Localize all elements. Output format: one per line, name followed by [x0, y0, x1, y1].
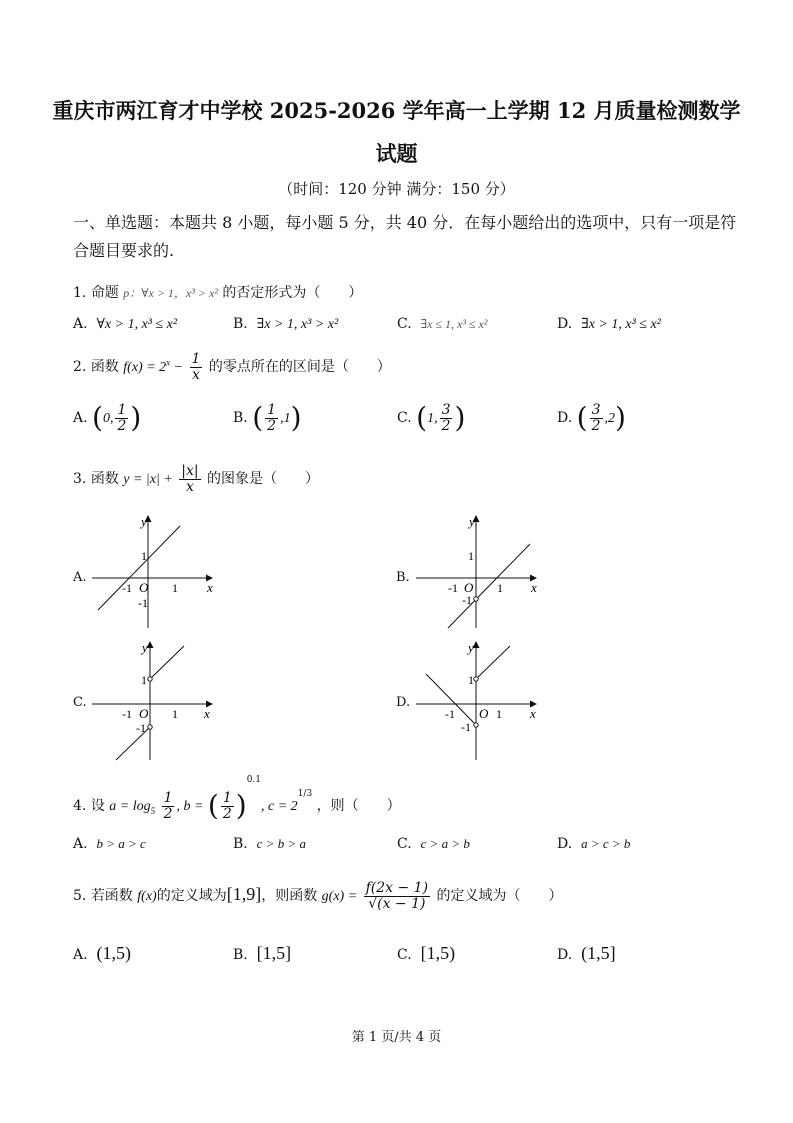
question-5-stem: 5. 若函数 f(x)的定义域为[1,9]，则函数 g(x) = $\frac{f(2x - 1)}{√(x - 1)}$ 的定义域为（ ）: [73, 880, 563, 912]
graph-b-label[interactable]: B.: [396, 570, 410, 585]
q5-option-c[interactable]: C. [1,5): [397, 943, 456, 963]
document-title-line2: 试题: [375, 141, 418, 166]
svg-text:x: x: [530, 706, 536, 721]
q5-option-a[interactable]: A. (1,5): [73, 943, 131, 963]
question-1-stem: [73, 282, 362, 302]
svg-text:y: y: [142, 640, 148, 655]
graph-c[interactable]: [88, 636, 220, 762]
q4-option-b[interactable]: B. c > b > a: [233, 836, 306, 852]
question-3-stem: 3. 函数 y = |x| + $\frac{|x|}{x}$ 的图象是（ ）: [73, 463, 320, 495]
graph-b[interactable]: [412, 510, 544, 630]
q2-option-a[interactable]: A. (0, $\frac{1}{2}$ ): [73, 401, 142, 435]
svg-text:y: y: [469, 514, 475, 529]
graph-a-label[interactable]: A.: [73, 570, 87, 585]
exam-meta: （时间：120 分钟 满分：150 分）: [278, 180, 515, 198]
svg-text:1: 1: [468, 549, 474, 563]
q1-option-d[interactable]: D. ∃x > 1, x³ ≤ x²: [557, 316, 661, 332]
page-number: 第 1 页/共 4 页: [351, 1030, 442, 1045]
function-expression: $f(x) = 2^x$ −: [123, 357, 184, 376]
graph-c-label[interactable]: C.: [73, 695, 87, 710]
svg-text:-1: -1: [445, 707, 455, 721]
q4-option-a[interactable]: A. b > a > c: [73, 836, 146, 852]
svg-text:-1: -1: [122, 707, 132, 721]
svg-text:-1: -1: [448, 581, 458, 595]
svg-text:O: O: [139, 706, 149, 721]
svg-text:O: O: [479, 706, 489, 721]
document-title-line1: 重庆市两江育才中学校 2025-2026 学年高一上学期 12 月质量检测数学: [52, 98, 741, 123]
q1-option-b[interactable]: B. ∃x > 1, x³ > x²: [233, 316, 339, 332]
svg-text:1: 1: [497, 581, 503, 595]
question-number: 1.: [73, 285, 87, 301]
svg-text:1: 1: [172, 707, 178, 721]
q1-option-a[interactable]: A. ∀x > 1, x³ ≤ x²: [73, 316, 178, 332]
x-axis-label: x: [207, 580, 213, 595]
svg-text:1: 1: [468, 673, 474, 687]
proposition: p：∀x > 1，x³ > x²: [123, 286, 218, 300]
svg-text:1: 1: [141, 673, 147, 687]
svg-text:x: x: [204, 706, 210, 721]
q2-option-b[interactable]: B. ( $\frac{1}{2}$ ,1): [233, 401, 302, 435]
tick-label: 1: [172, 581, 178, 595]
tick-label: 1: [141, 549, 147, 563]
svg-text:y: y: [468, 640, 474, 655]
q4-option-c[interactable]: C. c > a > b: [397, 836, 470, 852]
graph-d[interactable]: [412, 636, 544, 762]
question-text: 的否定形式为（ ）: [222, 285, 363, 301]
q4-option-d[interactable]: D. a > c > b: [557, 836, 631, 852]
q2-option-d[interactable]: D. ( $\frac{3}{2}$ ,2): [557, 401, 626, 435]
section-instructions-line1: 一、单选题：本题共 8 小题，每小题 5 分，共 40 分．在每小题给出的选项中，只有一项是符: [73, 213, 737, 232]
q1-option-c[interactable]: C. ∃x ≤ 1, x³ ≤ x²: [397, 316, 488, 332]
svg-text:O: O: [464, 580, 474, 595]
svg-text:-1: -1: [462, 593, 472, 607]
graph-d-label[interactable]: D.: [396, 695, 411, 710]
question-4-stem: 4. 设 $a = \log_5$ $\frac{1}{2}$ , b = ( $\frac{1}{2}$ )$^{0.1}$, $c = 2^{1/3}$ ，则（ ）: [73, 775, 401, 822]
svg-text:-1: -1: [136, 721, 146, 735]
q5-option-b[interactable]: B. [1,5]: [233, 943, 292, 963]
tick-label: -1: [138, 596, 148, 610]
svg-text:x: x: [531, 580, 537, 595]
svg-text:1: 1: [496, 707, 502, 721]
svg-text:-1: -1: [461, 720, 471, 734]
tick-label: -1: [122, 581, 132, 595]
y-axis-label: y: [141, 514, 147, 529]
q5-option-d[interactable]: D. (1,5]: [557, 943, 616, 963]
section-instructions-line2: 合题目要求的.: [73, 241, 175, 260]
question-text: 命题: [90, 285, 119, 301]
question-2-stem: 2. 函数 $f(x) = 2^x$ − $\frac{1}{x}$ 的零点所在的区间是（ ）: [73, 351, 391, 383]
q2-option-c[interactable]: C. (1, $\frac{3}{2}$ ): [397, 401, 466, 435]
graph-a[interactable]: [88, 510, 220, 630]
origin-label: O: [139, 580, 149, 595]
